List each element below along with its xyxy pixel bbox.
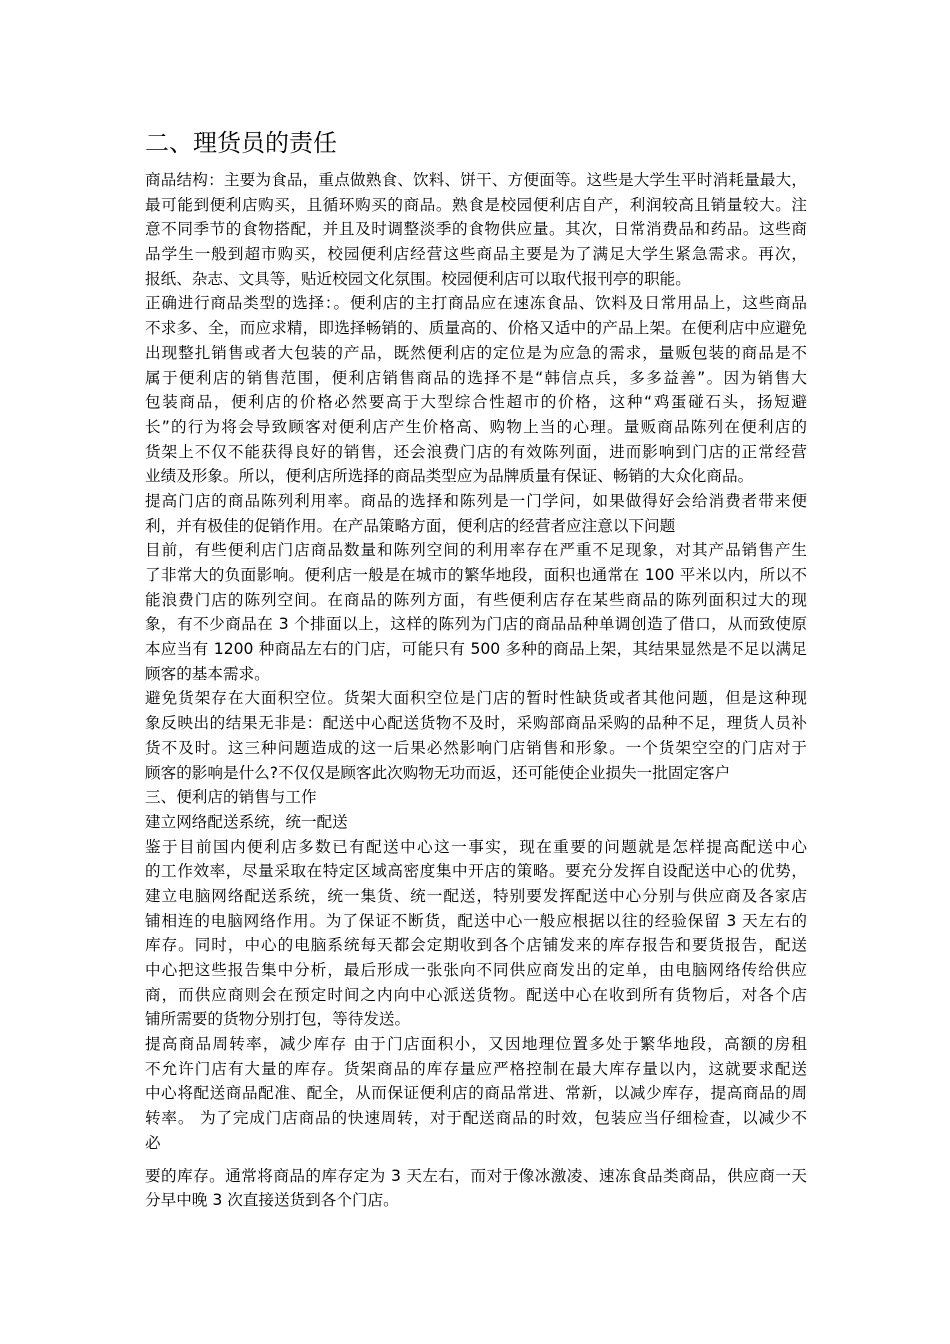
text-line: 属于便利店的销售范围，便利店销售商品的选择不是“韩信点兵，多多益善”。因为销售大 xyxy=(145,368,807,387)
text-line: 顾客的影响是什么?不仅仅是顾客此次购物无功而返，还可能使企业损失一批固定客户 xyxy=(145,763,731,782)
text-line: 中心把这些报告集中分析，最后形成一张张向不同供应商发出的定单，由电脑网络传给供应 xyxy=(145,961,807,979)
text-line: 提高门店的商品陈列利用率。商品的选择和陈列是一门学问，如果做得好会给消费者带来便 xyxy=(145,491,807,510)
text-line: 库存。同时，中心的电脑系统每天都会定期收到各个店铺发来的库存报告和要货报告，配送 xyxy=(145,936,807,955)
text-line: 鉴于目前国内便利店多数已有配送中心这一事实，现在重要的问题就是怎样提高配送中心 xyxy=(145,837,807,856)
text-line: 提高商品周转率，减少库存 由于门店面积小，又因地理位置多处于繁华地段，高额的房租 xyxy=(145,1035,807,1054)
text-line: 中心将配送商品配准、配全，从而保证便利店的商品常进、常新，以减少库存，提高商品的周 xyxy=(145,1084,807,1103)
text-line: 转率。 为了完成门店商品的快速周转，对于配送商品的时效，包装应当仔细检查，以减少不 xyxy=(145,1109,807,1128)
text-line: 目前，有些便利店门店商品数量和陈列空间的利用率存在严重不足现象，对其产品销售产生 xyxy=(145,541,807,560)
text-line: 避免货架存在大面积空位。货架大面积空位是门店的暂时性缺货或者其他问题，但是这种现 xyxy=(145,689,807,708)
text-line: 业绩及形象。所以，便利店所选择的商品类型应为品牌质量有保证、畅销的大众化商品。 xyxy=(145,467,754,486)
text-line: 商品结构：主要为食品，重点做熟食、饮料、饼干、方便面等。这些是大学生平时消耗量最大， xyxy=(145,171,807,189)
text-line: 不允许门店有大量的库存。货架商品的库存量应严格控制在最大库存量以内，这就要求配送 xyxy=(145,1059,807,1078)
text-line: 要的库存。通常将商品的库存定为 3 天左右，而对于像冰激凌、速冻食品类商品，供应商一天 xyxy=(145,1166,807,1185)
text-line: 利，并有极佳的促销作用。在产品策略方面，便利店的经营者应注意以下问题 xyxy=(145,516,676,535)
text-line: 最可能到便利店购买，且循环购买的商品。熟食是校园便利店自产，利润较高且销量较大。注 xyxy=(145,195,807,214)
text-line: 铺相连的电脑网络作用。为了保证不断货，配送中心一般应根据以往的经验保留 3 天左右的 xyxy=(145,911,807,930)
text-line: 三、便利店的销售与工作 xyxy=(145,788,317,807)
text-line: 商，而供应商则会在预定时间之内向中心派送货物。配送中心在收到所有货物后，对各个店 xyxy=(145,985,807,1004)
text-line: 铺所需要的货物分别打包，等待发送。 xyxy=(145,1010,411,1029)
text-line: 出现整扎销售或者大包装的产品，既然便利店的定位是为应急的需求，量贩包装的商品是不 xyxy=(145,343,807,362)
text-line: 了非常大的负面影响。便利店一般是在城市的繁华地段，面积也通常在 100 平米以内，所以不 xyxy=(145,566,807,584)
text-line: 分早中晚 3 次直接送货到各个门店。 xyxy=(145,1191,399,1210)
text-line: 报纸、杂志、文具等，贴近校园文化氛围。校园便利店可以取代报刊亭的职能。 xyxy=(145,269,691,288)
text-line: 长”的行为将会导致顾客对便利店产生价格高、购物上当的心理。量贩商品陈列在便利店的 xyxy=(145,417,807,436)
section-heading: 二、理货员的责任 xyxy=(145,129,337,157)
text-line: 必 xyxy=(145,1133,161,1152)
text-line: 意不同季节的食物搭配，并且及时调整淡季的食物供应量。其次，日常消费品和药品。这些商 xyxy=(145,220,807,239)
text-line: 品学生一般到超市购买，校园便利店经营这些商品主要是为了满足大学生紧急需求。再次， xyxy=(145,245,807,264)
text-line: 不求多、全，而应求精，即选择畅销的、质量高的、价格又适中的产品上架。在便利店中应避免 xyxy=(145,319,807,338)
text-line: 建立网络配送系统，统一配送 xyxy=(145,812,348,831)
document-body xyxy=(145,168,807,1213)
text-line: 建立电脑网络配送系统，统一集货、统一配送，特别要发挥配送中心分别与供应商及各家店 xyxy=(145,886,807,905)
text-line: 的工作效率，尽量采取在特定区域高密度集中开店的策略。要充分发挥自设配送中心的优势， xyxy=(145,862,807,881)
text-line: 正确进行商品类型的选择：。便利店的主打商品应在速冻食品、饮料及日常用品上，这些商品 xyxy=(145,294,807,313)
text-line: 货不及时。这三种问题造成的这一后果必然影响门店销售和形象。一个货架空空的门店对于 xyxy=(145,738,807,757)
text-line: 象，有不少商品在 3 个排面以上，这样的陈列为门店的商品品种单调创造了借口，从而致使原 xyxy=(145,615,807,634)
text-line: 货架上不仅不能获得良好的销售，还会浪费门店的有效陈列面，进而影响到门店的正常经营 xyxy=(145,442,807,461)
text-line: 象反映出的结果无非是：配送中心配送货物不及时，采购部商品采购的品种不足，理货人员补 xyxy=(145,714,807,733)
text-line: 顾客的基本需求。 xyxy=(145,664,270,683)
text-line: 包装商品，便利店的价格必然要高于大型综合性超市的价格，这种“鸡蛋碰石头，扬短避 xyxy=(145,393,807,412)
document-page xyxy=(145,128,807,1213)
text-line: 本应当有 1200 种商品左右的门店，可能只有 500 多种的商品上架，其结果显然是不足以满足 xyxy=(145,640,807,659)
text-line: 能浪费门店的陈列空间。在商品的陈列方面，有些便利店存在某些商品的陈列面积过大的现 xyxy=(145,590,807,609)
